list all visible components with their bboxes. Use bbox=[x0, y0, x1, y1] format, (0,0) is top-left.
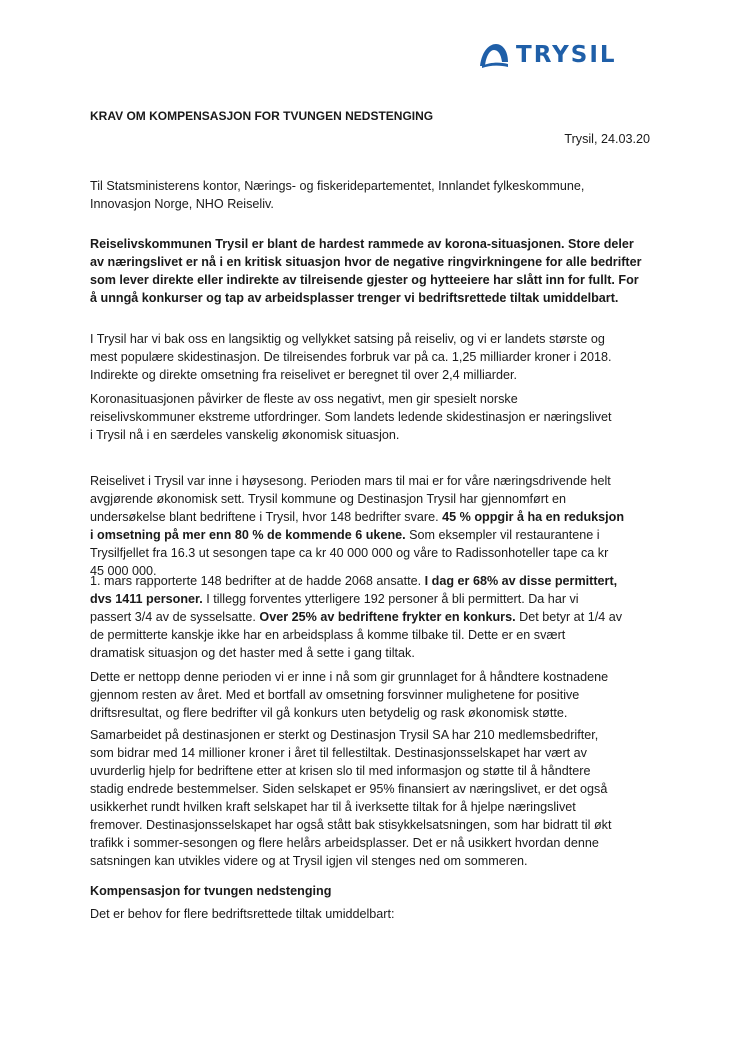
text: Dette er nettopp denne perioden vi er inne i nå som gir grunnlaget for å håndtere kostnadene bbox=[90, 670, 609, 684]
text-line bbox=[90, 195, 584, 213]
text: I tillegg forventes ytterligere 192 personer å bli permittert. Da har vi bbox=[202, 592, 579, 606]
text: 1. mars rapporterte 148 bedrifter at de hadde 2068 ansatte. bbox=[90, 574, 425, 588]
bold-text: 45 % oppgir å ha en reduksjon bbox=[442, 510, 625, 524]
text: Det er behov for flere bedriftsrettede tiltak umiddelbart: bbox=[90, 907, 395, 921]
text-line bbox=[90, 704, 608, 722]
text-line bbox=[90, 472, 624, 490]
text-line bbox=[90, 905, 395, 923]
bold-text: dvs 1411 personer. bbox=[90, 592, 203, 606]
text-line bbox=[90, 834, 611, 852]
text-line bbox=[90, 177, 584, 195]
text-line bbox=[90, 408, 611, 426]
bold-text: I dag er 68% av disse permittert, bbox=[424, 574, 618, 588]
text: Som eksempler vil restaurantene i bbox=[405, 528, 600, 542]
trysil-arc-icon bbox=[478, 42, 510, 68]
text: Til Statsministerens kontor, Nærings- og fiskeridepartementet, Innlandet fylkeskommune, bbox=[90, 179, 585, 193]
document-title: KRAV OM KOMPENSASJON FOR TVUNGEN NEDSTENGING bbox=[90, 109, 434, 123]
text: I Trysil har vi bak oss en langsiktig og vellykket satsing på reiseliv, og vi er landets største og bbox=[90, 332, 605, 346]
trysil-logo bbox=[478, 42, 617, 68]
text-line bbox=[90, 271, 642, 289]
text: usikkerhet rundt hvilken kraft selskapet har til å iverksette tiltak for å hjelpe næringslivet bbox=[90, 800, 576, 814]
text-line bbox=[90, 235, 642, 253]
text: dramatisk situasjon og det haster med å sette i gang tiltak. bbox=[90, 646, 415, 660]
text: Koronasituasjonen påvirker de fleste av oss negativt, men gir spesielt norske bbox=[90, 392, 518, 406]
text-line bbox=[90, 330, 612, 348]
text: satsningen kan utvikles videre og at Trysil igjen vil stenges ned om sommeren. bbox=[90, 854, 528, 868]
text: Trysilfjellet fra 16.3 ut sesongen tape ca kr 40 000 000 og våre to Radissonhoteller tape ca kr bbox=[90, 546, 609, 560]
text: undersøkelse blant bedriftene i Trysil, hvor 148 bedrifter svare. bbox=[90, 510, 443, 524]
paragraph bbox=[90, 177, 584, 213]
text-line bbox=[90, 366, 612, 384]
text: fremover. Destinasjonsselskapet har også stått bak stisykkelsatsningen, som har bidratt til økt bbox=[90, 818, 612, 832]
bold-text: i omsetning på mer enn 80 % de kommende 6 ukene. bbox=[90, 528, 406, 542]
paragraph bbox=[90, 235, 642, 307]
text-line bbox=[90, 508, 624, 526]
text: mest populære skidestinasjon. De tilreisendes forbruk var på ca. 1,25 milliarder kroner i 2018. bbox=[90, 350, 612, 364]
paragraph bbox=[90, 668, 608, 722]
paragraph bbox=[90, 330, 612, 384]
text: stadig endrede bestemmelser. Siden selskapet er 95% finansiert av næringslivet, er det også bbox=[90, 782, 608, 796]
paragraph bbox=[90, 905, 395, 923]
text: reiselivskommuner ekstreme utfordringer. Som landets ledende skidestinasjon er næringslivet bbox=[90, 410, 612, 424]
text-line bbox=[90, 852, 611, 870]
text-line bbox=[90, 726, 611, 744]
text-line bbox=[90, 882, 331, 900]
bold-text: å unngå konkurser og tap av arbeidsplasser trenger vi bedriftsrettede tiltak umiddelbart. bbox=[90, 291, 619, 305]
text: Indirekte og direkte omsetning fra reiselivet er beregnet til over 2,4 milliarder. bbox=[90, 368, 517, 382]
bold-text: Reiselivskommunen Trysil er blant de hardest rammede av korona-situasjonen. Store deler bbox=[90, 237, 634, 251]
text: som bidrar med 14 millioner kroner i året til fellestiltak. Destinasjonsselskapet har vært av bbox=[90, 746, 587, 760]
text-line bbox=[90, 590, 622, 608]
text-line bbox=[90, 626, 622, 644]
text-line bbox=[90, 608, 622, 626]
text-line bbox=[90, 426, 611, 444]
text-line bbox=[90, 253, 642, 271]
bold-text: av næringslivet er nå i en kritisk situasjon hvor de negative ringvirkningene for alle bedrifter bbox=[90, 255, 642, 269]
bold-text: Kompensasjon for tvungen nedstenging bbox=[90, 884, 332, 898]
text: 45 000 000. bbox=[90, 564, 157, 578]
text: Det betyr at 1/4 av bbox=[515, 610, 622, 624]
paragraph bbox=[90, 472, 624, 580]
text: gjennom resten av året. Med et bortfall av omsetning forsvinner mulighetene for positive bbox=[90, 688, 580, 702]
document-date: Trysil, 24.03.20 bbox=[564, 132, 650, 146]
text: Innovasjon Norge, NHO Reiseliv. bbox=[90, 197, 274, 211]
text: uvurderlig hjelp for bedriftene etter at krisen slo til med informasjon og støtte til å håndtere bbox=[90, 764, 591, 778]
text: i Trysil nå i en særdeles vanskelig økonomisk situasjon. bbox=[90, 428, 400, 442]
text-line bbox=[90, 798, 611, 816]
text-line bbox=[90, 490, 624, 508]
text: passert 3/4 av de sysselsatte. bbox=[90, 610, 260, 624]
text-line bbox=[90, 526, 624, 544]
text: Samarbeidet på destinasjonen er sterkt og Destinasjon Trysil SA har 210 medlemsbedrifter, bbox=[90, 728, 599, 742]
section-heading bbox=[90, 882, 331, 900]
text: Reiselivet i Trysil var inne i høysesong. Perioden mars til mai er for våre næringsdrivende helt bbox=[90, 474, 611, 488]
text-line bbox=[90, 816, 611, 834]
text-line bbox=[90, 390, 611, 408]
text-line bbox=[90, 572, 622, 590]
text-line bbox=[90, 780, 611, 798]
text: driftsresultat, og flere bedrifter vil gå konkurs uten betydelig og rask økonomisk støtte. bbox=[90, 706, 568, 720]
logo-text: TRYSIL bbox=[516, 42, 617, 68]
text: avgjørende økonomisk sett. Trysil kommune og Destinasjon Trysil har gjennomført en bbox=[90, 492, 566, 506]
paragraph bbox=[90, 572, 622, 662]
bold-text: som lever direkte eller indirekte av tilreisende gjester og hytteeiere har slått inn for fullt. For bbox=[90, 273, 639, 287]
text: de permitterte kanskje ikke har en arbeidsplass å komme tilbake til. Dette er en svært bbox=[90, 628, 566, 642]
text-line bbox=[90, 668, 608, 686]
text-line bbox=[90, 644, 622, 662]
text-line bbox=[90, 289, 642, 307]
text-line bbox=[90, 744, 611, 762]
paragraph bbox=[90, 390, 611, 444]
text-line bbox=[90, 686, 608, 704]
text: trafikk i sommer-sesongen og flere helårs arbeidsplasser. Det er nå usikkert hvordan denne bbox=[90, 836, 599, 850]
bold-text: Over 25% av bedriftene frykter en konkurs. bbox=[259, 610, 516, 624]
text-line bbox=[90, 762, 611, 780]
text-line bbox=[90, 348, 612, 366]
text-line bbox=[90, 544, 624, 562]
paragraph bbox=[90, 726, 611, 870]
